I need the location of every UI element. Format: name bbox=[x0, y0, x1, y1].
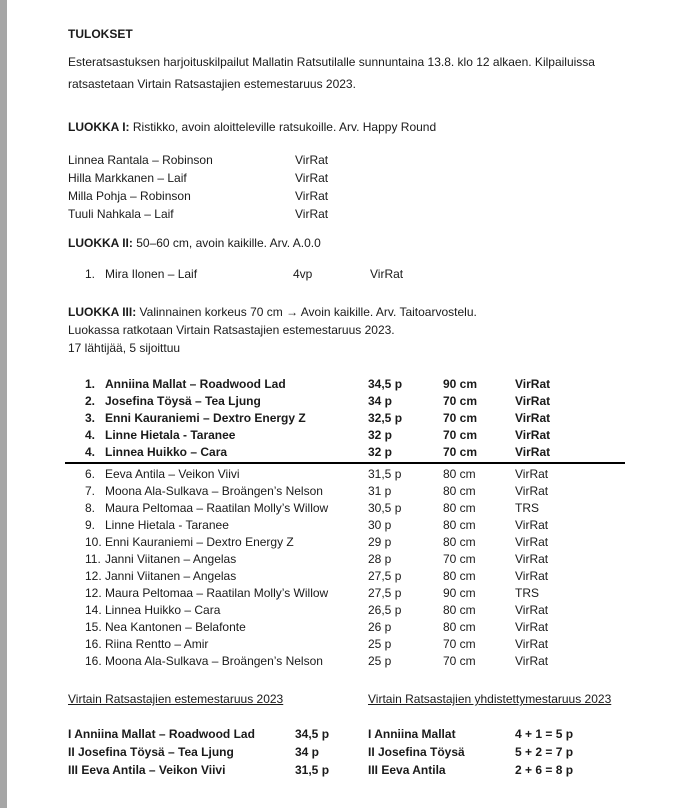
club-name: VirRat bbox=[515, 620, 549, 634]
fence-height: 80 cm bbox=[443, 501, 476, 515]
points-value: 31 p bbox=[368, 484, 392, 498]
rider-horse-name: Enni Kauraniemi – Dextro Energy Z bbox=[105, 411, 306, 425]
points-sum: 4 + 1 = 5 p bbox=[515, 727, 574, 741]
luokka2-description: 50–60 cm, avoin kaikille. Arv. A.0.0 bbox=[132, 236, 321, 250]
placing-number: 16. bbox=[85, 654, 102, 668]
club-name: TRS bbox=[515, 501, 539, 515]
points-value: 28 p bbox=[368, 552, 392, 566]
club-name: TRS bbox=[515, 586, 539, 600]
rider-horse-name: Anniina Mallat – Roadwood Lad bbox=[105, 377, 286, 391]
luokka1-label: LUOKKA I: bbox=[68, 120, 130, 134]
club-name: VirRat bbox=[370, 267, 404, 281]
club-name: VirRat bbox=[515, 654, 549, 668]
page-edge-strip bbox=[0, 0, 7, 808]
points-value: 34,5 p bbox=[368, 377, 403, 391]
result-row bbox=[68, 169, 328, 187]
result-row bbox=[65, 568, 625, 585]
championship-row bbox=[68, 761, 329, 779]
rider-horse-name: Moona Ala-Sulkava – Broängen’s Nelson bbox=[105, 654, 323, 668]
result-row bbox=[68, 151, 328, 169]
fence-height: 90 cm bbox=[443, 377, 478, 391]
championship-row bbox=[368, 743, 573, 761]
club-name: VirRat bbox=[515, 394, 551, 408]
points-value: 26 p bbox=[368, 620, 392, 634]
rider-horse-name: Mira Ilonen – Laif bbox=[105, 267, 198, 281]
fence-height: 80 cm bbox=[443, 484, 476, 498]
points-value: 25 p bbox=[368, 637, 392, 651]
placing-number: 12. bbox=[85, 586, 102, 600]
club-name: VirRat bbox=[515, 603, 549, 617]
placing-number: 12. bbox=[85, 569, 102, 583]
points-value: 34 p bbox=[368, 394, 393, 408]
yhdistettymestaruus-heading: Virtain Ratsastajien yhdistettymestaruus 2023 bbox=[368, 692, 612, 706]
points-sum: 5 + 2 = 7 p bbox=[515, 745, 574, 759]
placing-number: 16. bbox=[85, 637, 102, 651]
rider-horse-name: Maura Peltomaa – Raatilan Molly’s Willow bbox=[105, 586, 329, 600]
result-row bbox=[68, 205, 328, 223]
points-value: 29 p bbox=[368, 535, 392, 549]
placing-number: 3. bbox=[85, 411, 96, 425]
fence-height: 80 cm bbox=[443, 620, 476, 634]
rider-horse-name: Maura Peltomaa – Raatilan Molly’s Willow bbox=[105, 501, 329, 515]
rider-horse-name: Janni Viitanen – Angelas bbox=[105, 552, 237, 566]
points-value: 32 p bbox=[368, 445, 393, 459]
points-value: 31,5 p bbox=[368, 467, 402, 481]
placing-number: 1. bbox=[85, 267, 96, 281]
points-value: 34 p bbox=[295, 745, 320, 759]
result-row bbox=[68, 187, 328, 205]
placed-separator-line bbox=[65, 462, 625, 464]
intro-line-2: ratsastetaan Virtain Ratsastajien estemestaruus 2023. bbox=[68, 77, 356, 91]
placing-number: 10. bbox=[85, 535, 102, 549]
rider-horse-name: Linnea Huikko – Cara bbox=[105, 603, 221, 617]
result-row bbox=[65, 517, 625, 534]
luokka1-heading bbox=[68, 120, 436, 134]
club-name: VirRat bbox=[295, 189, 329, 203]
points-value: 31,5 p bbox=[295, 763, 330, 777]
placing-number: 15. bbox=[85, 620, 102, 634]
club-name: VirRat bbox=[295, 171, 329, 185]
championship-row bbox=[368, 761, 573, 779]
intro-paragraph bbox=[68, 51, 595, 95]
rider-horse-name: Josefina Töysä – Tea Ljung bbox=[105, 394, 261, 408]
luokka3-label: LUOKKA III: bbox=[68, 305, 137, 319]
placed-rows bbox=[65, 376, 625, 461]
luokka3-starters: 17 lähtijää, 5 sijoittuu bbox=[68, 341, 181, 355]
championship-row bbox=[68, 725, 329, 743]
club-name: VirRat bbox=[515, 552, 549, 566]
fence-height: 70 cm bbox=[443, 445, 478, 459]
result-row bbox=[65, 483, 625, 500]
points-value: 27,5 p bbox=[368, 569, 402, 583]
placing-number: 11. bbox=[85, 552, 101, 566]
result-row bbox=[65, 636, 625, 653]
result-row bbox=[65, 619, 625, 636]
luokka3-results-table bbox=[65, 376, 625, 670]
result-value: 4vp bbox=[293, 267, 313, 281]
fence-height: 70 cm bbox=[443, 637, 476, 651]
rider-horse-name: I Anniina Mallat – Roadwood Lad bbox=[68, 727, 255, 741]
fence-height: 70 cm bbox=[443, 552, 476, 566]
club-name: VirRat bbox=[515, 569, 549, 583]
luokka3-subheading: Luokassa ratkotaan Virtain Ratsastajien estemestaruus 2023. bbox=[68, 323, 395, 337]
result-row bbox=[65, 444, 625, 461]
result-row bbox=[65, 500, 625, 517]
rider-horse-name: Eeva Antila – Veikon Viivi bbox=[105, 467, 240, 481]
club-name: VirRat bbox=[515, 484, 549, 498]
luokka2-results bbox=[85, 265, 403, 283]
result-row bbox=[65, 393, 625, 410]
luokka1-results bbox=[68, 151, 328, 223]
club-name: VirRat bbox=[515, 377, 551, 391]
rider-horse-name: Linnea Huikko – Cara bbox=[105, 445, 228, 459]
unplaced-rows bbox=[65, 466, 625, 670]
rider-horse-name: Hilla Markkanen – Laif bbox=[68, 171, 187, 185]
placing-number: 8. bbox=[85, 501, 96, 515]
luokka3-description: Valinnainen korkeus 70 cm → Avoin kaikille. Arv. Taitoarvostelu. bbox=[136, 305, 477, 319]
fence-height: 80 cm bbox=[443, 518, 476, 532]
club-name: VirRat bbox=[515, 535, 549, 549]
placing-number: 9. bbox=[85, 518, 96, 532]
fence-height: 70 cm bbox=[443, 654, 476, 668]
document-title: TULOKSET bbox=[68, 27, 133, 41]
result-row bbox=[65, 410, 625, 427]
result-row bbox=[65, 653, 625, 670]
championship-row bbox=[68, 743, 329, 761]
club-name: VirRat bbox=[515, 428, 551, 442]
rider-horse-name: Moona Ala-Sulkava – Broängen’s Nelson bbox=[105, 484, 323, 498]
points-value: 32,5 p bbox=[368, 411, 403, 425]
fence-height: 80 cm bbox=[443, 603, 476, 617]
points-value: 30 p bbox=[368, 518, 392, 532]
result-row bbox=[65, 551, 625, 568]
points-value: 34,5 p bbox=[295, 727, 330, 741]
fence-height: 70 cm bbox=[443, 411, 478, 425]
rider-horse-name: Enni Kauraniemi – Dextro Energy Z bbox=[105, 535, 294, 549]
luokka2-label: LUOKKA II: bbox=[68, 236, 133, 250]
placing-number: 2. bbox=[85, 394, 96, 408]
luokka2-heading bbox=[68, 236, 321, 250]
rider-horse-name: Linne Hietala - Taranee bbox=[105, 428, 236, 442]
club-name: VirRat bbox=[515, 637, 549, 651]
points-value: 32 p bbox=[368, 428, 393, 442]
club-name: VirRat bbox=[295, 153, 329, 167]
rider-horse-name: II Josefina Töysä – Tea Ljung bbox=[68, 745, 234, 759]
placing-number: 4. bbox=[85, 428, 96, 442]
result-row bbox=[65, 427, 625, 444]
fence-height: 70 cm bbox=[443, 428, 478, 442]
points-sum: 2 + 6 = 8 p bbox=[515, 763, 574, 777]
placing-number: 6. bbox=[85, 467, 96, 481]
championship-row bbox=[368, 725, 573, 743]
rider-name: I Anniina Mallat bbox=[368, 727, 456, 741]
placing-number: 14. bbox=[85, 603, 102, 617]
rider-horse-name: Linne Hietala - Taranee bbox=[105, 518, 229, 532]
result-row bbox=[65, 466, 625, 483]
placing-number: 7. bbox=[85, 484, 96, 498]
club-name: VirRat bbox=[515, 518, 549, 532]
result-row bbox=[85, 265, 403, 283]
estemestaruus-heading: Virtain Ratsastajien estemestaruus 2023 bbox=[68, 692, 284, 706]
rider-horse-name: Riina Rentto – Amir bbox=[105, 637, 209, 651]
yhdistettymestaruus-results bbox=[368, 725, 573, 779]
club-name: VirRat bbox=[515, 445, 551, 459]
rider-horse-name: Janni Viitanen – Angelas bbox=[105, 569, 237, 583]
fence-height: 80 cm bbox=[443, 467, 476, 481]
rider-name: III Eeva Antila bbox=[368, 763, 446, 777]
rider-name: II Josefina Töysä bbox=[368, 745, 465, 759]
luokka3-heading bbox=[68, 303, 477, 357]
fence-height: 90 cm bbox=[443, 586, 476, 600]
points-value: 25 p bbox=[368, 654, 392, 668]
intro-line-1: Esteratsastuksen harjoituskilpailut Mallatin Ratsutilalle sunnuntaina 13.8. klo 12 alkaen. Kilpailuissa bbox=[68, 55, 595, 69]
fence-height: 80 cm bbox=[443, 569, 476, 583]
result-row bbox=[65, 585, 625, 602]
club-name: VirRat bbox=[515, 467, 549, 481]
rider-horse-name: III Eeva Antila – Veikon Viivi bbox=[68, 763, 226, 777]
rider-horse-name: Linnea Rantala – Robinson bbox=[68, 153, 213, 167]
rider-horse-name: Milla Pohja – Robinson bbox=[68, 189, 191, 203]
points-value: 30,5 p bbox=[368, 501, 402, 515]
result-row bbox=[65, 376, 625, 393]
fence-height: 80 cm bbox=[443, 535, 476, 549]
club-name: VirRat bbox=[515, 411, 551, 425]
rider-horse-name: Tuuli Nahkala – Laif bbox=[68, 207, 174, 221]
points-value: 27,5 p bbox=[368, 586, 402, 600]
points-value: 26,5 p bbox=[368, 603, 402, 617]
estemestaruus-results bbox=[68, 725, 329, 779]
placing-number: 4. bbox=[85, 445, 96, 459]
luokka1-description: Ristikko, avoin aloitteleville ratsukoille. Arv. Happy Round bbox=[129, 120, 437, 134]
club-name: VirRat bbox=[295, 207, 329, 221]
result-row bbox=[65, 602, 625, 619]
fence-height: 70 cm bbox=[443, 394, 478, 408]
result-row bbox=[65, 534, 625, 551]
rider-horse-name: Nea Kantonen – Belafonte bbox=[105, 620, 246, 634]
placing-number: 1. bbox=[85, 377, 96, 391]
